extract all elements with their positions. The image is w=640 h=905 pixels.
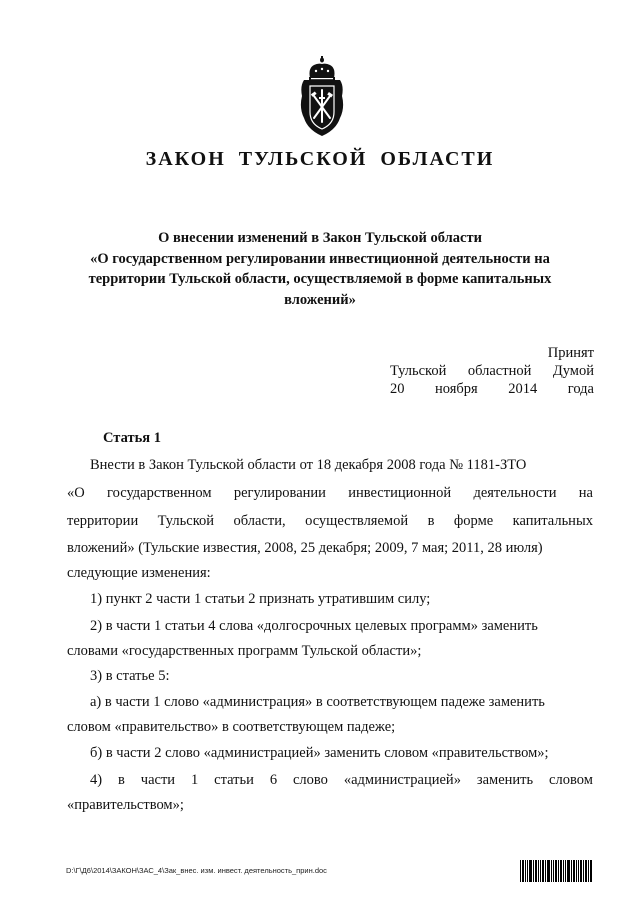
article-line (67, 485, 593, 502)
coat-of-arms-emblem (298, 56, 346, 138)
adoption-word: Думой (552, 363, 594, 379)
article-line: словами «государственных программ Тульской области»; (67, 643, 422, 659)
adoption-accepted: Принят (547, 345, 594, 361)
article-word: области, (233, 513, 286, 529)
law-subtitle (70, 228, 570, 310)
article-word: осуществляемой (305, 513, 409, 529)
article-word: 4) (90, 772, 103, 788)
article-word: 6 (269, 772, 278, 788)
subtitle-line: «О государственном регулировании инвестиционной деятельности на (90, 250, 550, 267)
article-word: в (118, 772, 125, 788)
law-title: ЗАКОН ТУЛЬСКОЙ ОБЛАСТИ (145, 148, 495, 170)
adoption-date (390, 380, 594, 399)
article-line: б) в части 2 слово «администрацией» заменить словом «правительством»; (90, 745, 549, 761)
adoption-year: 2014 (508, 381, 538, 397)
article-line: 1) пункт 2 части 1 статьи 2 признать утратившим силу; (90, 591, 431, 607)
article-word: регулировании (233, 485, 326, 501)
article-word: статьи (214, 772, 254, 788)
adoption-year-word: года (567, 381, 594, 397)
article-word: на (578, 485, 593, 501)
article-word: заменить (476, 772, 534, 788)
article-word: «администрацией» (343, 772, 461, 788)
article-line: 3) в статье 5: (90, 668, 170, 684)
barcode-image (520, 860, 592, 882)
footer-file-path: D:\Г\Д6\2014\ЗАКОН\ЗАС_4\Зак_внес. изм. инвест. деятельность_прин.doc (66, 866, 327, 875)
adoption-day: 20 (390, 381, 405, 397)
article-line: «правительством»; (67, 797, 184, 813)
article-word: части (140, 772, 176, 788)
adoption-word: Тульской (390, 363, 447, 379)
article-line: вложений» (Тульские известия, 2008, 25 декабря; 2009, 7 мая; 2011, 28 июля) (67, 540, 543, 556)
article-word: 1 (190, 772, 199, 788)
article-word: капитальных (512, 513, 593, 529)
subtitle-line: территории Тульской области, осуществляемой в форме капитальных (88, 271, 552, 287)
article-line (67, 772, 593, 789)
article-line: Внести в Закон Тульской области от 18 декабря 2008 года № 1181-ЗТО (90, 457, 527, 473)
article-word: «О (67, 485, 85, 501)
article-heading: Статья 1 (103, 430, 161, 446)
article-word: инвестиционной (348, 485, 452, 501)
article-line: следующие изменения: (67, 565, 211, 581)
adoption-body (390, 362, 594, 381)
article-word: словом (549, 772, 593, 788)
article-word: слово (292, 772, 328, 788)
article-word: Тульской (157, 513, 215, 529)
article-line: 2) в части 1 статьи 4 слова «долгосрочных целевых программ» заменить (90, 618, 538, 634)
article-line (67, 513, 593, 530)
article-word: деятельности (473, 485, 557, 501)
article-word: в (427, 513, 435, 529)
article-line: а) в части 1 слово «администрация» в соответствующем падеже заменить (90, 694, 545, 710)
article-word: территории (67, 513, 139, 529)
article-word: государственном (107, 485, 212, 501)
adoption-month: ноября (435, 381, 478, 397)
article-word: форме (453, 513, 494, 529)
article-line: словом «правительство» в соответствующем падеже; (67, 719, 396, 735)
subtitle-line: вложений» (284, 291, 356, 308)
adoption-word: областной (467, 363, 532, 379)
subtitle-line: О внесении изменений в Закон Тульской области (158, 230, 482, 246)
